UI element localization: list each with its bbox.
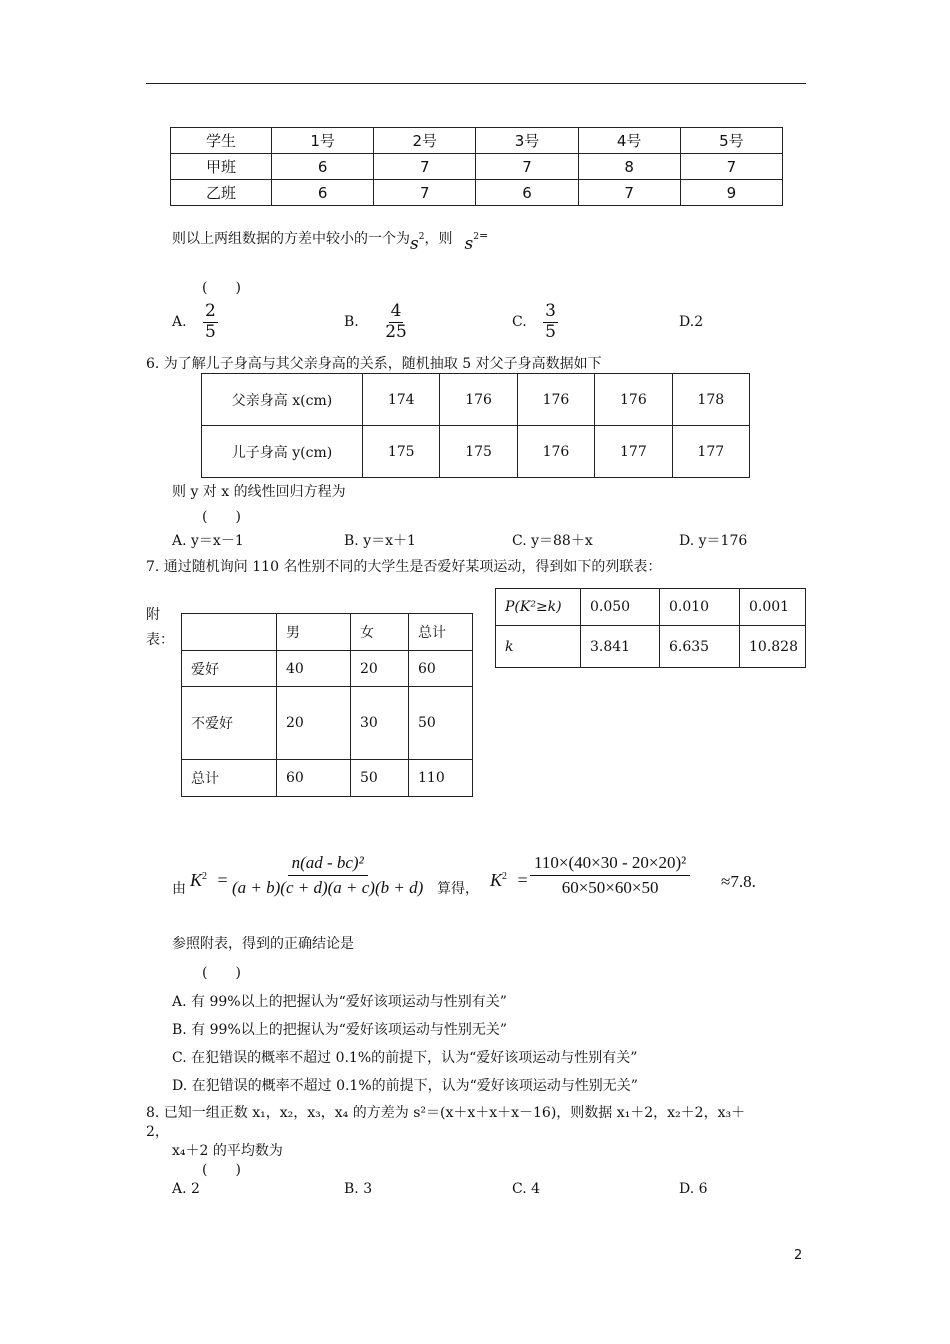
q8-option-b: B. 3 (344, 1181, 373, 1197)
q7-option-a: A. 有 99%以上的把握认为“爱好该项运动与性别有关” (172, 994, 507, 1010)
q6-option-b: B. y＝x＋1 (344, 533, 416, 549)
q6-stem: 6. 为了解儿子身高与其父亲身高的关系，随机抽取 5 对父子身高数据如下 (146, 356, 602, 372)
q5-option-c: C. $\frac{3}{5}$ (512, 301, 556, 342)
table-row: P(K²≥k) 0.050 0.010 0.001 (496, 589, 806, 626)
formula-suande: 算得， (437, 881, 479, 897)
height-table (201, 373, 750, 478)
q8-option-d: D. 6 (679, 1181, 708, 1197)
appendix-label-biao: 表： (146, 632, 174, 648)
student-score-table (170, 127, 783, 206)
q6-paren: ( ) (202, 509, 241, 525)
q5-option-a: A. $\frac{2}{5}$ (172, 301, 216, 342)
q5-paren: ( ) (202, 280, 241, 296)
q6-option-a: A. y＝x－1 (172, 533, 244, 549)
q7-option-d: D. 在犯错误的概率不超过 0.1%的前提下，认为“爱好该项运动与性别无关” (172, 1078, 638, 1094)
chi-square-formula: $\frac{\text{n(ad - bc)²}}{(a + b)(c + d)(a + c)(b + d)}$ (232, 853, 424, 897)
table-row: 甲班 6 7 7 8 7 (171, 154, 783, 180)
q6-option-c: C. y＝88＋x (512, 533, 593, 549)
fraction: $\frac{2}{5}$ (205, 301, 216, 342)
appendix-label-fu: 附 (146, 607, 160, 623)
q8-paren: ( ) (202, 1162, 241, 1178)
table-row: 父亲身高 x(cm) 174 176 176 176 178 (202, 374, 750, 426)
q6-option-d: D. y＝176 (679, 533, 748, 549)
q8-line3: x₄＋2 的平均数为 (172, 1143, 283, 1159)
q7-stem: 7. 通过随机询问 110 名性别不同的大学生是否爱好某项运动，得到如下的列联表： (146, 559, 662, 575)
contingency-table (181, 613, 473, 797)
table-row: 儿子身高 y(cm) 175 175 176 177 177 (202, 426, 750, 478)
table-row: 总计 60 50 110 (182, 760, 473, 797)
table-row: k 3.841 6.635 10.828 (496, 626, 806, 668)
header-rule (146, 83, 806, 84)
q8-option-c: C. 4 (512, 1181, 541, 1197)
formula-k2: $K^2$ = (190, 870, 228, 890)
q8-option-a: A. 2 (172, 1181, 200, 1197)
q8-stem-cont: 2， (146, 1124, 169, 1140)
critical-value-table (495, 588, 806, 668)
q5-option-b: B. $\frac{4}{25}$ (344, 301, 407, 342)
chi-square-computation: $\frac{\text{110×(40×30 - 20×20)²}}{60\times 50\times 60\times 50}$ (530, 853, 690, 898)
q7-paren: ( ) (202, 965, 241, 981)
page-number: 2 (794, 1248, 803, 1263)
q8-stem: 8. 已知一组正数 x₁，x₂，x₃，x₄ 的方差为 s²＝(x＋x＋x＋x－16)，则数据 x₁＋2，x₂＋2，x₃＋ (146, 1105, 746, 1121)
formula-k2-b: $K^2$ = (490, 870, 528, 890)
formula-approx: ≈7.8. (721, 872, 756, 891)
table-row: 乙班 6 7 6 7 9 (171, 180, 783, 206)
table-row: 不爱好 20 30 50 (182, 687, 473, 760)
q7-option-b: B. 有 99%以上的把握认为“爱好该项运动与性别无关” (172, 1022, 508, 1038)
table-row: 学生 1号 2号 3号 4号 5号 (171, 128, 783, 154)
q5-option-d: D.2 (679, 314, 704, 330)
q7-option-c: C. 在犯错误的概率不超过 0.1%的前提下，认为“爱好该项运动与性别有关” (172, 1050, 638, 1066)
table-row: 男 女 总计 (182, 614, 473, 651)
table-row: 爱好 40 20 60 (182, 651, 473, 687)
fraction: $\frac{4}{25}$ (385, 301, 407, 342)
formula-you: 由 (172, 881, 186, 897)
q7-ref: 参照附表，得到的正确结论是 (172, 936, 354, 952)
fraction: $\frac{3}{5}$ (545, 301, 556, 342)
q5-stem: 则以上两组数据的方差中较小的一个为$s^2$，则 $s^{2=}$ (172, 229, 489, 254)
q6-line: 则 y 对 x 的线性回归方程为 (172, 484, 346, 500)
